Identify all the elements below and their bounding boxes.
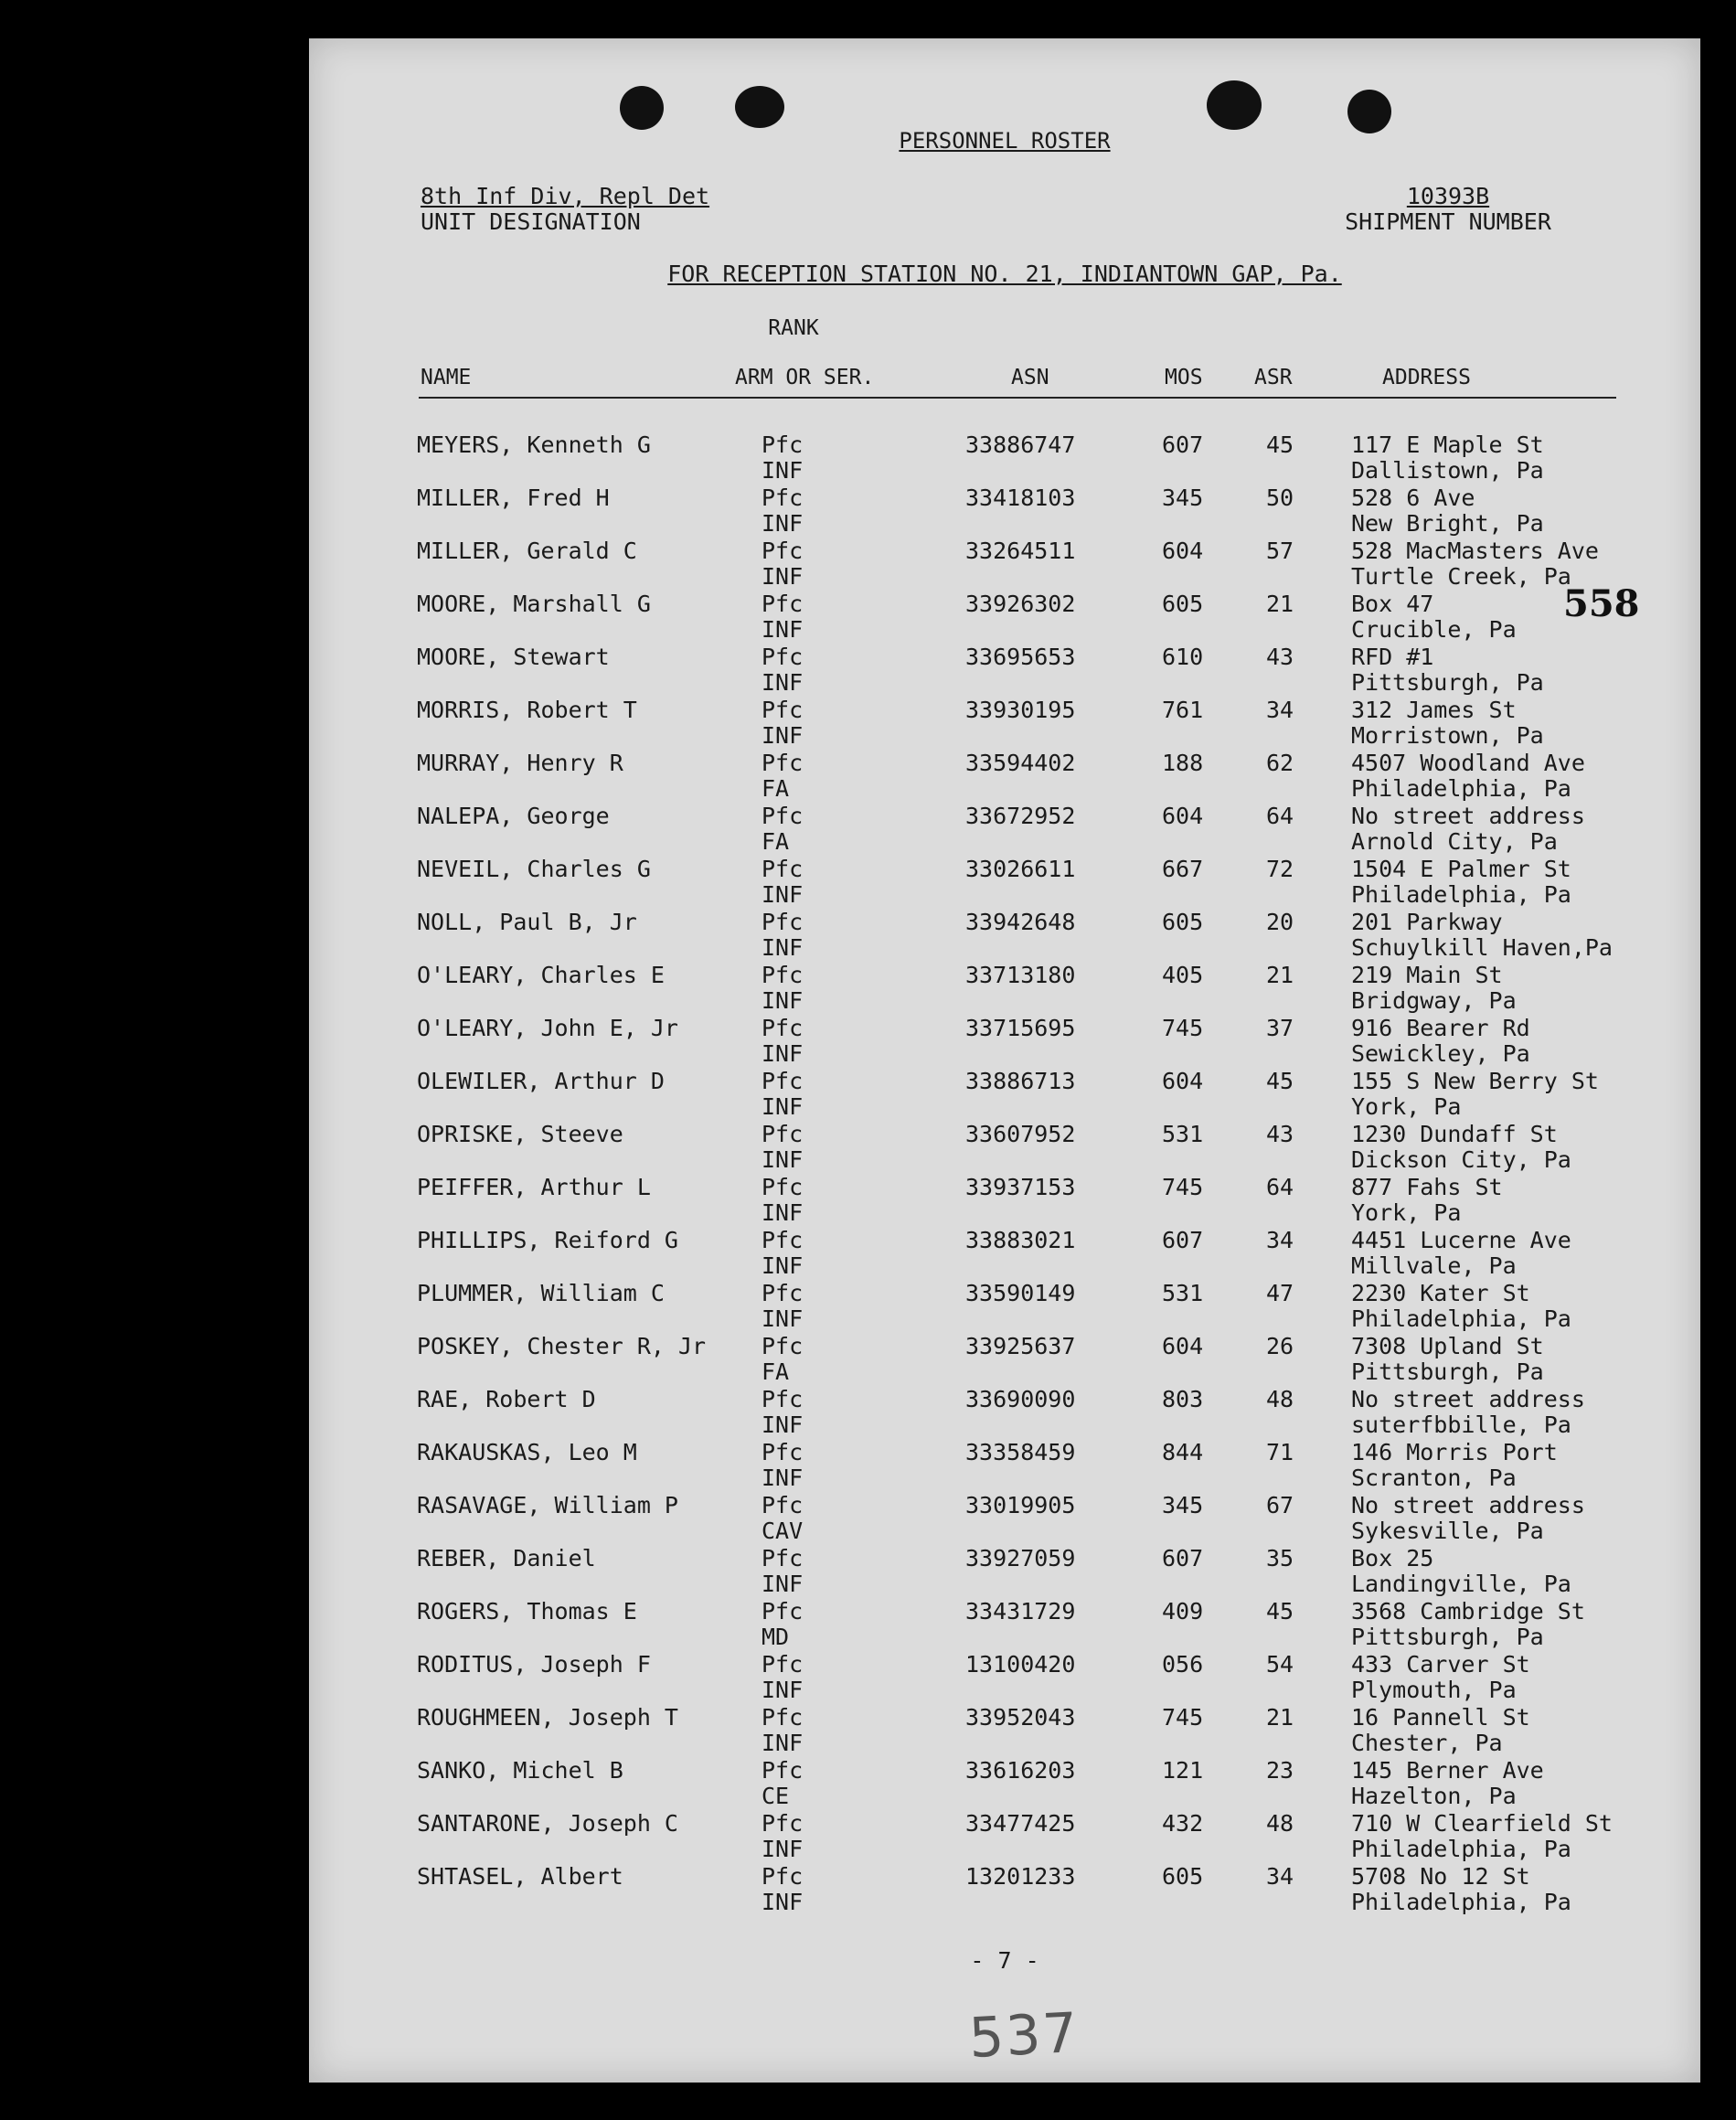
- table-row: [309, 486, 1700, 539]
- column-header-asr: ASR: [1254, 366, 1293, 389]
- address-city: Crucible, Pa: [1351, 616, 1517, 643]
- table-row: [309, 1547, 1700, 1600]
- asr: 54: [1266, 1651, 1294, 1678]
- address-street: Box 47: [1351, 591, 1434, 617]
- asr: 21: [1266, 591, 1294, 617]
- address-city: Pittsburgh, Pa: [1351, 1358, 1544, 1385]
- arm-or-service: INF: [761, 563, 804, 590]
- table-row: [309, 1653, 1700, 1706]
- mos: 531: [1162, 1121, 1204, 1147]
- person-name: OPRISKE, Steeve: [417, 1121, 623, 1147]
- table-row: [309, 1229, 1700, 1282]
- asr: 47: [1266, 1280, 1294, 1306]
- arm-or-service: INF: [761, 616, 804, 643]
- asn: 33937153: [965, 1174, 1076, 1200]
- address-street: 4451 Lucerne Ave: [1351, 1227, 1571, 1253]
- person-name: MOORE, Stewart: [417, 644, 610, 670]
- mos: 607: [1162, 431, 1204, 458]
- punch-hole: [1347, 90, 1391, 133]
- rank: Pfc: [761, 909, 804, 935]
- address-street: Box 25: [1351, 1545, 1434, 1571]
- rank: Pfc: [761, 1651, 804, 1678]
- table-row: [309, 1865, 1700, 1918]
- address-street: 201 Parkway: [1351, 909, 1503, 935]
- table-row: [309, 645, 1700, 698]
- mos: 345: [1162, 1492, 1204, 1518]
- person-name: SHTASEL, Albert: [417, 1863, 623, 1890]
- address-street: 117 E Maple St: [1351, 431, 1544, 458]
- asn: 33672952: [965, 803, 1076, 829]
- stamp-number: 558: [1563, 582, 1640, 625]
- address-street: 146 Morris Port: [1351, 1439, 1558, 1465]
- arm-or-service: INF: [761, 1465, 804, 1491]
- asr: 48: [1266, 1386, 1294, 1412]
- asr: 45: [1266, 1068, 1294, 1094]
- table-row: [309, 1388, 1700, 1441]
- asn: 33431729: [965, 1598, 1076, 1625]
- asn: 33713180: [965, 962, 1076, 988]
- person-name: MOORE, Marshall G: [417, 591, 651, 617]
- address-city: Arnold City, Pa: [1351, 828, 1558, 855]
- punch-hole: [1207, 80, 1262, 130]
- arm-or-service: INF: [761, 1199, 804, 1226]
- person-name: RASAVAGE, William P: [417, 1492, 678, 1518]
- reception-station: FOR RECEPTION STATION NO. 21, INDIANTOWN GAP, Pa.: [667, 261, 1342, 287]
- unit-designation-label: UNIT DESIGNATION: [421, 208, 641, 235]
- rank: Pfc: [761, 962, 804, 988]
- mos: 610: [1162, 644, 1204, 670]
- address-city: Dickson City, Pa: [1351, 1146, 1571, 1173]
- asr: 23: [1266, 1757, 1294, 1784]
- table-row: [309, 1812, 1700, 1865]
- asn: 33883021: [965, 1227, 1076, 1253]
- asr: 21: [1266, 962, 1294, 988]
- address-street: 1230 Dundaff St: [1351, 1121, 1558, 1147]
- address-city: Bridgway, Pa: [1351, 987, 1517, 1014]
- table-row: [309, 433, 1700, 486]
- address-street: 16 Pannell St: [1351, 1704, 1530, 1731]
- rank: Pfc: [761, 644, 804, 670]
- asn: 33264511: [965, 538, 1076, 564]
- asr: 34: [1266, 1863, 1294, 1890]
- asn: 13100420: [965, 1651, 1076, 1678]
- asn: 33358459: [965, 1439, 1076, 1465]
- rank: Pfc: [761, 431, 804, 458]
- address-street: 145 Berner Ave: [1351, 1757, 1544, 1784]
- address-street: 5708 No 12 St: [1351, 1863, 1530, 1890]
- address-city: York, Pa: [1351, 1199, 1462, 1226]
- asr: 26: [1266, 1333, 1294, 1359]
- arm-or-service: INF: [761, 1571, 804, 1597]
- person-name: NEVEIL, Charles G: [417, 856, 651, 882]
- rank: Pfc: [761, 1545, 804, 1571]
- mos: 604: [1162, 1068, 1204, 1094]
- address-street: 3568 Cambridge St: [1351, 1598, 1585, 1625]
- asr: 34: [1266, 697, 1294, 723]
- address-street: 219 Main St: [1351, 962, 1503, 988]
- table-row: [309, 1441, 1700, 1494]
- arm-or-service: INF: [761, 1146, 804, 1173]
- address-city: Chester, Pa: [1351, 1730, 1503, 1756]
- address-city: Dallistown, Pa: [1351, 457, 1544, 484]
- mos: 432: [1162, 1810, 1204, 1837]
- asr: 71: [1266, 1439, 1294, 1465]
- mos: 345: [1162, 485, 1204, 511]
- arm-or-service: INF: [761, 1040, 804, 1067]
- table-row: [309, 1282, 1700, 1335]
- asn: 33477425: [965, 1810, 1076, 1837]
- arm-or-service: INF: [761, 510, 804, 537]
- arm-or-service: INF: [761, 722, 804, 749]
- rank: Pfc: [761, 1174, 804, 1200]
- address-city: Scranton, Pa: [1351, 1465, 1517, 1491]
- column-header-rank: RANK: [768, 316, 819, 340]
- mos: 604: [1162, 803, 1204, 829]
- address-street: 433 Carver St: [1351, 1651, 1530, 1678]
- address-city: Philadelphia, Pa: [1351, 1836, 1571, 1862]
- asn: 33019905: [965, 1492, 1076, 1518]
- asn: 33594402: [965, 750, 1076, 776]
- arm-or-service: FA: [761, 1358, 790, 1385]
- asn: 33695653: [965, 644, 1076, 670]
- asn: 33715695: [965, 1015, 1076, 1041]
- rank: Pfc: [761, 697, 804, 723]
- asr: 50: [1266, 485, 1294, 511]
- person-name: REBER, Daniel: [417, 1545, 596, 1571]
- mos: 607: [1162, 1545, 1204, 1571]
- asr: 57: [1266, 538, 1294, 564]
- address-street: RFD #1: [1351, 644, 1434, 670]
- arm-or-service: INF: [761, 881, 804, 908]
- rank: Pfc: [761, 1227, 804, 1253]
- table-row: [309, 539, 1700, 592]
- handwritten-number: 537: [967, 2000, 1081, 2072]
- address-city: Landingville, Pa: [1351, 1571, 1571, 1597]
- arm-or-service: INF: [761, 1305, 804, 1332]
- table-row: [309, 1759, 1700, 1812]
- person-name: OLEWILER, Arthur D: [417, 1068, 665, 1094]
- table-row: [309, 1176, 1700, 1229]
- asr: 45: [1266, 431, 1294, 458]
- asr: 48: [1266, 1810, 1294, 1837]
- person-name: PHILLIPS, Reiford G: [417, 1227, 678, 1253]
- table-row: [309, 1070, 1700, 1123]
- mos: 056: [1162, 1651, 1204, 1678]
- page-number: - 7 -: [970, 1947, 1039, 1974]
- asn: 33926302: [965, 591, 1076, 617]
- address-city: Philadelphia, Pa: [1351, 1889, 1571, 1915]
- asr: 45: [1266, 1598, 1294, 1625]
- arm-or-service: CE: [761, 1783, 790, 1809]
- rank: Pfc: [761, 1333, 804, 1359]
- mos: 803: [1162, 1386, 1204, 1412]
- table-row: [309, 1600, 1700, 1653]
- person-name: RODITUS, Joseph F: [417, 1651, 651, 1678]
- arm-or-service: FA: [761, 775, 790, 802]
- mos: 405: [1162, 962, 1204, 988]
- address-city: Sewickley, Pa: [1351, 1040, 1530, 1067]
- mos: 531: [1162, 1280, 1204, 1306]
- asn: 33925637: [965, 1333, 1076, 1359]
- asn: 33418103: [965, 485, 1076, 511]
- person-name: PEIFFER, Arthur L: [417, 1174, 651, 1200]
- column-header-asn: ASN: [1011, 366, 1049, 389]
- person-name: NOLL, Paul B, Jr: [417, 909, 637, 935]
- mos: 121: [1162, 1757, 1204, 1784]
- punch-hole: [735, 86, 784, 128]
- rank: Pfc: [761, 1863, 804, 1890]
- person-name: NALEPA, George: [417, 803, 610, 829]
- mos: 605: [1162, 909, 1204, 935]
- arm-or-service: INF: [761, 1677, 804, 1703]
- mos: 605: [1162, 1863, 1204, 1890]
- mos: 409: [1162, 1598, 1204, 1625]
- arm-or-service: INF: [761, 1836, 804, 1862]
- address-city: Sykesville, Pa: [1351, 1518, 1544, 1544]
- rank: Pfc: [761, 1280, 804, 1306]
- person-name: MURRAY, Henry R: [417, 750, 623, 776]
- asr: 21: [1266, 1704, 1294, 1731]
- header-underline: [419, 397, 1616, 399]
- table-row: [309, 1706, 1700, 1759]
- address-city: Millvale, Pa: [1351, 1252, 1517, 1279]
- rank: Pfc: [761, 1757, 804, 1784]
- address-city: New Bright, Pa: [1351, 510, 1544, 537]
- mos: 607: [1162, 1227, 1204, 1253]
- asr: 43: [1266, 1121, 1294, 1147]
- asr: 64: [1266, 803, 1294, 829]
- mos: 188: [1162, 750, 1204, 776]
- table-row: [309, 804, 1700, 858]
- asn: 13201233: [965, 1863, 1076, 1890]
- asn: 33942648: [965, 909, 1076, 935]
- asr: 35: [1266, 1545, 1294, 1571]
- person-name: O'LEARY, Charles E: [417, 962, 665, 988]
- address-street: 7308 Upland St: [1351, 1333, 1544, 1359]
- rank: Pfc: [761, 1598, 804, 1625]
- mos: 604: [1162, 1333, 1204, 1359]
- address-street: 4507 Woodland Ave: [1351, 750, 1585, 776]
- rank: Pfc: [761, 856, 804, 882]
- arm-or-service: INF: [761, 987, 804, 1014]
- asr: 62: [1266, 750, 1294, 776]
- mos: 667: [1162, 856, 1204, 882]
- mos: 844: [1162, 1439, 1204, 1465]
- asr: 34: [1266, 1227, 1294, 1253]
- arm-or-service: INF: [761, 1093, 804, 1120]
- asr: 43: [1266, 644, 1294, 670]
- address-street: 155 S New Berry St: [1351, 1068, 1599, 1094]
- table-row: [309, 1335, 1700, 1388]
- person-name: MORRIS, Robert T: [417, 697, 637, 723]
- address-city: Plymouth, Pa: [1351, 1677, 1517, 1703]
- address-street: 528 MacMasters Ave: [1351, 538, 1599, 564]
- arm-or-service: INF: [761, 669, 804, 696]
- rank: Pfc: [761, 1386, 804, 1412]
- person-name: MILLER, Fred H: [417, 485, 610, 511]
- address-city: Philadelphia, Pa: [1351, 775, 1571, 802]
- asn: 33952043: [965, 1704, 1076, 1731]
- table-row: [309, 858, 1700, 911]
- rank: Pfc: [761, 485, 804, 511]
- asn: 33930195: [965, 697, 1076, 723]
- arm-or-service: INF: [761, 1730, 804, 1756]
- asn: 33886747: [965, 431, 1076, 458]
- table-row: [309, 1123, 1700, 1176]
- arm-or-service: INF: [761, 934, 804, 961]
- address-city: Schuylkill Haven,Pa: [1351, 934, 1613, 961]
- mos: 605: [1162, 591, 1204, 617]
- rank: Pfc: [761, 1121, 804, 1147]
- rank: Pfc: [761, 1704, 804, 1731]
- table-row: [309, 751, 1700, 804]
- column-header-mos: MOS: [1165, 366, 1203, 389]
- address-city: York, Pa: [1351, 1093, 1462, 1120]
- punch-hole: [620, 86, 664, 130]
- address-city: Philadelphia, Pa: [1351, 881, 1571, 908]
- rank: Pfc: [761, 750, 804, 776]
- mos: 745: [1162, 1015, 1204, 1041]
- arm-or-service: INF: [761, 457, 804, 484]
- person-name: RAE, Robert D: [417, 1386, 596, 1412]
- address-city: Pittsburgh, Pa: [1351, 1624, 1544, 1650]
- mos: 761: [1162, 697, 1204, 723]
- asn: 33927059: [965, 1545, 1076, 1571]
- unit-designation-value: 8th Inf Div, Repl Det: [421, 183, 710, 209]
- roster-page: [309, 38, 1700, 2083]
- address-city: Turtle Creek, Pa: [1351, 563, 1571, 590]
- address-city: Morristown, Pa: [1351, 722, 1544, 749]
- asn: 33616203: [965, 1757, 1076, 1784]
- shipment-number-value: 10393B: [1406, 183, 1490, 209]
- address-street: 528 6 Ave: [1351, 485, 1475, 511]
- column-header-name: NAME: [421, 366, 472, 389]
- asn: 33690090: [965, 1386, 1076, 1412]
- rank: Pfc: [761, 591, 804, 617]
- person-name: SANKO, Michel B: [417, 1757, 623, 1784]
- rank: Pfc: [761, 1439, 804, 1465]
- table-row: [309, 698, 1700, 751]
- asn: 33607952: [965, 1121, 1076, 1147]
- address-city: Philadelphia, Pa: [1351, 1305, 1571, 1332]
- asn: 33590149: [965, 1280, 1076, 1306]
- address-street: No street address: [1351, 1386, 1585, 1412]
- address-street: No street address: [1351, 1492, 1585, 1518]
- rank: Pfc: [761, 538, 804, 564]
- address-city: Pittsburgh, Pa: [1351, 669, 1544, 696]
- rank: Pfc: [761, 1810, 804, 1837]
- table-row: [309, 592, 1700, 645]
- address-city: suterfbbille, Pa: [1351, 1412, 1571, 1438]
- rank: Pfc: [761, 1068, 804, 1094]
- table-row: [309, 964, 1700, 1017]
- table-row: [309, 1494, 1700, 1547]
- table-row: [309, 1017, 1700, 1070]
- address-city: Hazelton, Pa: [1351, 1783, 1517, 1809]
- arm-or-service: INF: [761, 1889, 804, 1915]
- mos: 745: [1162, 1704, 1204, 1731]
- address-street: No street address: [1351, 803, 1585, 829]
- address-street: 710 W Clearfield St: [1351, 1810, 1613, 1837]
- asr: 37: [1266, 1015, 1294, 1041]
- address-street: 2230 Kater St: [1351, 1280, 1530, 1306]
- person-name: SANTARONE, Joseph C: [417, 1810, 678, 1837]
- mos: 604: [1162, 538, 1204, 564]
- mos: 745: [1162, 1174, 1204, 1200]
- asr: 64: [1266, 1174, 1294, 1200]
- person-name: MEYERS, Kenneth G: [417, 431, 651, 458]
- document-title: PERSONNEL ROSTER: [899, 128, 1111, 154]
- person-name: MILLER, Gerald C: [417, 538, 637, 564]
- rank: Pfc: [761, 1015, 804, 1041]
- rank: Pfc: [761, 1492, 804, 1518]
- arm-or-service: MD: [761, 1624, 790, 1650]
- asr: 72: [1266, 856, 1294, 882]
- asr: 20: [1266, 909, 1294, 935]
- table-row: [309, 911, 1700, 964]
- address-street: 877 Fahs St: [1351, 1174, 1503, 1200]
- shipment-number-label: SHIPMENT NUMBER: [1345, 208, 1551, 235]
- address-street: 1504 E Palmer St: [1351, 856, 1571, 882]
- person-name: O'LEARY, John E, Jr: [417, 1015, 678, 1041]
- address-street: 916 Bearer Rd: [1351, 1015, 1530, 1041]
- arm-or-service: CAV: [761, 1518, 804, 1544]
- person-name: ROUGHMEEN, Joseph T: [417, 1704, 678, 1731]
- asn: 33026611: [965, 856, 1076, 882]
- arm-or-service: INF: [761, 1252, 804, 1279]
- person-name: POSKEY, Chester R, Jr: [417, 1333, 707, 1359]
- address-street: 312 James St: [1351, 697, 1517, 723]
- person-name: PLUMMER, William C: [417, 1280, 665, 1306]
- asr: 67: [1266, 1492, 1294, 1518]
- asn: 33886713: [965, 1068, 1076, 1094]
- person-name: ROGERS, Thomas E: [417, 1598, 637, 1625]
- arm-or-service: INF: [761, 1412, 804, 1438]
- rank: Pfc: [761, 803, 804, 829]
- column-header-arm: ARM OR SER.: [735, 366, 875, 389]
- arm-or-service: FA: [761, 828, 790, 855]
- person-name: RAKAUSKAS, Leo M: [417, 1439, 637, 1465]
- column-header-address: ADDRESS: [1382, 366, 1471, 389]
